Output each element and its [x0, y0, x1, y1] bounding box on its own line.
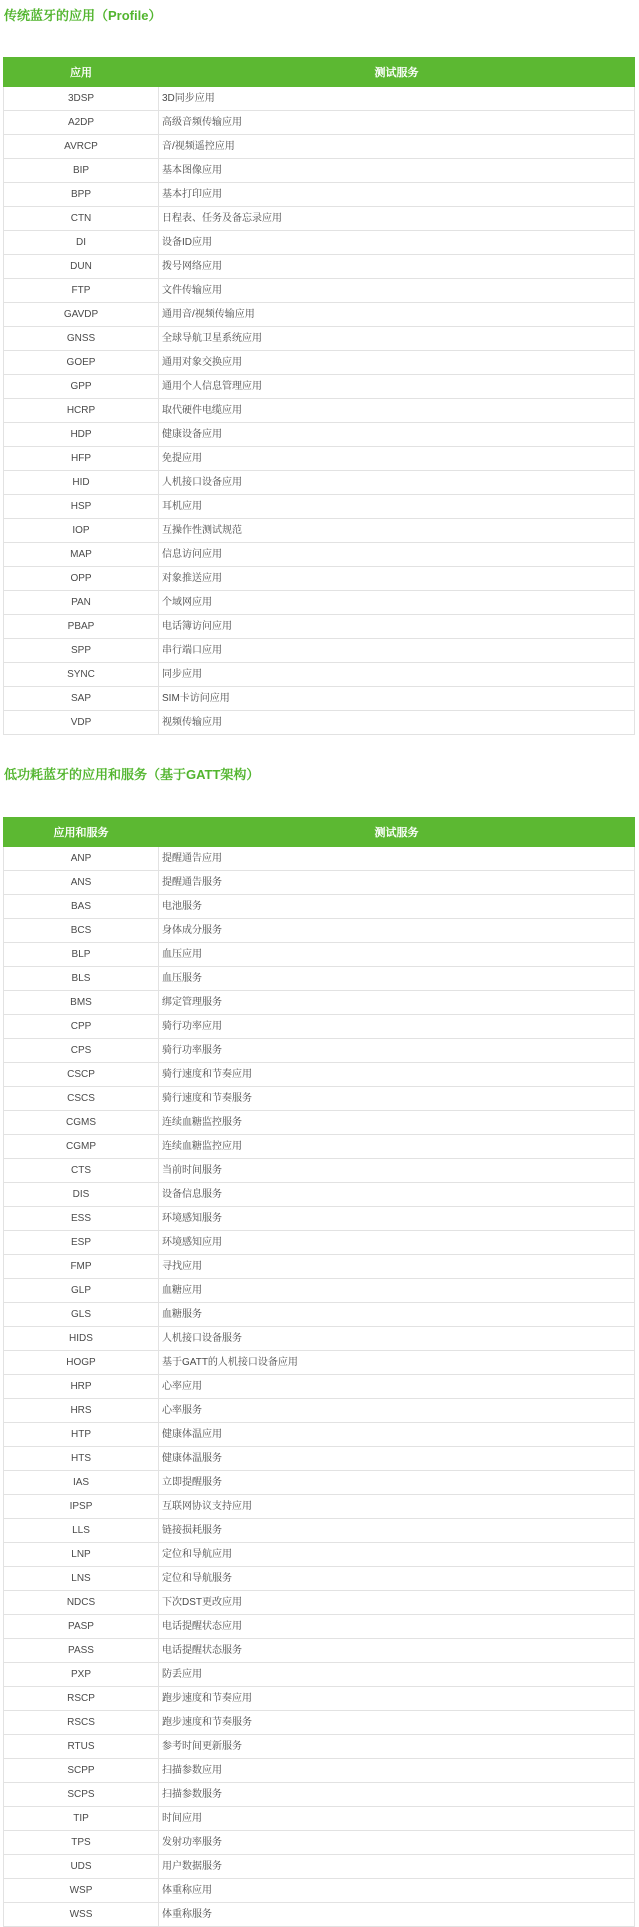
profile-description: 耳机应用: [159, 495, 635, 519]
profile-abbreviation: HCRP: [4, 399, 159, 423]
profile-description: 防丢应用: [159, 1663, 635, 1687]
profile-description: SIM卡访问应用: [159, 687, 635, 711]
profile-abbreviation: IAS: [4, 1471, 159, 1495]
profile-abbreviation: TPS: [4, 1831, 159, 1855]
profile-description: 健康设备应用: [159, 423, 635, 447]
table-row: [4, 1495, 635, 1519]
table-row: [4, 1783, 635, 1807]
profile-description: 取代硬件电缆应用: [159, 399, 635, 423]
profile-abbreviation: BIP: [4, 159, 159, 183]
table-row: [4, 1903, 635, 1927]
profile-abbreviation: GNSS: [4, 327, 159, 351]
table-row: [4, 567, 635, 591]
column-header-test-service: 测试服务: [159, 818, 635, 847]
table-row: [4, 327, 635, 351]
table-row: [4, 1015, 635, 1039]
table-row: [4, 1615, 635, 1639]
profile-description: 通用音/视频传输应用: [159, 303, 635, 327]
table-row: [4, 943, 635, 967]
profile-abbreviation: CPS: [4, 1039, 159, 1063]
profile-abbreviation: GAVDP: [4, 303, 159, 327]
profile-abbreviation: GLS: [4, 1303, 159, 1327]
profile-description: 基本图像应用: [159, 159, 635, 183]
table-row: [4, 1351, 635, 1375]
table-row: [4, 1639, 635, 1663]
profile-abbreviation: SYNC: [4, 663, 159, 687]
profile-abbreviation: SPP: [4, 639, 159, 663]
table-row: [4, 375, 635, 399]
profile-description: 设备ID应用: [159, 231, 635, 255]
profile-abbreviation: HTP: [4, 1423, 159, 1447]
table-row: [4, 1447, 635, 1471]
profile-abbreviation: A2DP: [4, 111, 159, 135]
table-row: [4, 1471, 635, 1495]
profile-description: 骑行速度和节奏应用: [159, 1063, 635, 1087]
profile-description: 用户数据服务: [159, 1855, 635, 1879]
table-row: [4, 1855, 635, 1879]
table-header-row: [4, 58, 635, 87]
table-row: [4, 1087, 635, 1111]
profile-description: 定位和导航服务: [159, 1567, 635, 1591]
profile-description: 心率服务: [159, 1399, 635, 1423]
profile-abbreviation: FMP: [4, 1255, 159, 1279]
table-row: [4, 1063, 635, 1087]
profile-abbreviation: PBAP: [4, 615, 159, 639]
profile-abbreviation: TIP: [4, 1807, 159, 1831]
profile-abbreviation: WSP: [4, 1879, 159, 1903]
profile-description: 通用个人信息管理应用: [159, 375, 635, 399]
profile-abbreviation: BAS: [4, 895, 159, 919]
profile-abbreviation: SCPP: [4, 1759, 159, 1783]
profile-description: 寻找应用: [159, 1255, 635, 1279]
profile-description: 骑行速度和节奏服务: [159, 1087, 635, 1111]
profile-abbreviation: BCS: [4, 919, 159, 943]
table-row: [4, 399, 635, 423]
profile-abbreviation: DUN: [4, 255, 159, 279]
profile-description: 扫描参数应用: [159, 1759, 635, 1783]
profile-abbreviation: GLP: [4, 1279, 159, 1303]
classic-bluetooth-section-title: 传统蓝牙的应用（Profile）: [4, 8, 162, 23]
table-row: [4, 967, 635, 991]
profile-abbreviation: DIS: [4, 1183, 159, 1207]
table-row: [4, 1399, 635, 1423]
profile-description: 互操作性测试规范: [159, 519, 635, 543]
profile-description: 链接损耗服务: [159, 1519, 635, 1543]
profile-description: 通用对象交换应用: [159, 351, 635, 375]
profile-abbreviation: LNS: [4, 1567, 159, 1591]
profile-abbreviation: NDCS: [4, 1591, 159, 1615]
profile-abbreviation: HDP: [4, 423, 159, 447]
profile-description: 信息访问应用: [159, 543, 635, 567]
profile-description: 跑步速度和节奏应用: [159, 1687, 635, 1711]
profile-description: 骑行功率服务: [159, 1039, 635, 1063]
profile-description: 同步应用: [159, 663, 635, 687]
profile-abbreviation: IPSP: [4, 1495, 159, 1519]
table-row: [4, 159, 635, 183]
table-row: [4, 1255, 635, 1279]
profile-abbreviation: CTN: [4, 207, 159, 231]
profile-abbreviation: PASS: [4, 1639, 159, 1663]
table-row: [4, 543, 635, 567]
table-row: [4, 1759, 635, 1783]
profile-description: 体重称应用: [159, 1879, 635, 1903]
profile-abbreviation: HFP: [4, 447, 159, 471]
profile-abbreviation: ANP: [4, 847, 159, 871]
table-row: [4, 1807, 635, 1831]
column-header-test-service: 测试服务: [159, 58, 635, 87]
table-row: [4, 1543, 635, 1567]
table-row: [4, 711, 635, 735]
profile-description: 设备信息服务: [159, 1183, 635, 1207]
table-row: [4, 687, 635, 711]
profile-abbreviation: IOP: [4, 519, 159, 543]
profile-abbreviation: CGMP: [4, 1135, 159, 1159]
table-row: [4, 1567, 635, 1591]
column-header-application: 应用: [4, 58, 159, 87]
ble-services-table-body: [4, 847, 635, 1927]
profile-description: 文件传输应用: [159, 279, 635, 303]
profile-description: 提醒通告应用: [159, 847, 635, 871]
profile-abbreviation: OPP: [4, 567, 159, 591]
profile-description: 串行端口应用: [159, 639, 635, 663]
table-row: [4, 1159, 635, 1183]
table-row: [4, 447, 635, 471]
profile-abbreviation: 3DSP: [4, 87, 159, 111]
profile-description: 个域网应用: [159, 591, 635, 615]
table-row: [4, 279, 635, 303]
profile-description: 血糖应用: [159, 1279, 635, 1303]
profile-abbreviation: SAP: [4, 687, 159, 711]
profile-abbreviation: RSCS: [4, 1711, 159, 1735]
profile-description: 连续血糖监控应用: [159, 1135, 635, 1159]
profile-description: 血糖服务: [159, 1303, 635, 1327]
classic-profile-table-body: [4, 87, 635, 735]
classic-profile-table: [3, 57, 635, 735]
table-row: [4, 351, 635, 375]
table-row: [4, 1375, 635, 1399]
profile-description: 健康体温应用: [159, 1423, 635, 1447]
table-row: [4, 303, 635, 327]
table-row: [4, 919, 635, 943]
table-row: [4, 615, 635, 639]
table-row: [4, 1591, 635, 1615]
profile-description: 发射功率服务: [159, 1831, 635, 1855]
profile-description: 高级音频传输应用: [159, 111, 635, 135]
table-row: [4, 663, 635, 687]
profile-description: 参考时间更新服务: [159, 1735, 635, 1759]
profile-description: 体重称服务: [159, 1903, 635, 1927]
profile-abbreviation: PAN: [4, 591, 159, 615]
profile-abbreviation: HRP: [4, 1375, 159, 1399]
profile-description: 拨号网络应用: [159, 255, 635, 279]
profile-description: 3D同步应用: [159, 87, 635, 111]
profile-description: 心率应用: [159, 1375, 635, 1399]
profile-abbreviation: HOGP: [4, 1351, 159, 1375]
table-row: [4, 639, 635, 663]
profile-description: 环境感知应用: [159, 1231, 635, 1255]
profile-abbreviation: ANS: [4, 871, 159, 895]
profile-abbreviation: BMS: [4, 991, 159, 1015]
profile-abbreviation: RSCP: [4, 1687, 159, 1711]
profile-abbreviation: CGMS: [4, 1111, 159, 1135]
profile-description: 免提应用: [159, 447, 635, 471]
profile-description: 扫描参数服务: [159, 1783, 635, 1807]
profile-abbreviation: MAP: [4, 543, 159, 567]
table-row: [4, 519, 635, 543]
profile-abbreviation: FTP: [4, 279, 159, 303]
profile-abbreviation: HRS: [4, 1399, 159, 1423]
profile-description: 时间应用: [159, 1807, 635, 1831]
table-row: [4, 135, 635, 159]
profile-abbreviation: GOEP: [4, 351, 159, 375]
profile-abbreviation: PXP: [4, 1663, 159, 1687]
table-row: [4, 1687, 635, 1711]
profile-abbreviation: RTUS: [4, 1735, 159, 1759]
table-row: [4, 423, 635, 447]
table-row: [4, 991, 635, 1015]
profile-abbreviation: ESP: [4, 1231, 159, 1255]
profile-description: 当前时间服务: [159, 1159, 635, 1183]
table-row: [4, 87, 635, 111]
profile-abbreviation: WSS: [4, 1903, 159, 1927]
profile-description: 人机接口设备服务: [159, 1327, 635, 1351]
table-row: [4, 847, 635, 871]
profile-description: 血压应用: [159, 943, 635, 967]
table-row: [4, 871, 635, 895]
profile-description: 绑定管理服务: [159, 991, 635, 1015]
table-row: [4, 1735, 635, 1759]
profile-description: 血压服务: [159, 967, 635, 991]
profile-description: 人机接口设备应用: [159, 471, 635, 495]
profile-description: 基本打印应用: [159, 183, 635, 207]
table-row: [4, 1423, 635, 1447]
table-row: [4, 1711, 635, 1735]
profile-abbreviation: BLP: [4, 943, 159, 967]
profile-abbreviation: CSCS: [4, 1087, 159, 1111]
table-row: [4, 1039, 635, 1063]
table-row: [4, 895, 635, 919]
profile-description: 全球导航卫星系统应用: [159, 327, 635, 351]
profile-abbreviation: CTS: [4, 1159, 159, 1183]
profile-description: 互联网协议支持应用: [159, 1495, 635, 1519]
profile-abbreviation: HID: [4, 471, 159, 495]
table-row: [4, 471, 635, 495]
profile-description: 电池服务: [159, 895, 635, 919]
profile-description: 定位和导航应用: [159, 1543, 635, 1567]
profile-abbreviation: ESS: [4, 1207, 159, 1231]
table-row: [4, 1183, 635, 1207]
profile-description: 电话簿访问应用: [159, 615, 635, 639]
table-row: [4, 591, 635, 615]
profile-abbreviation: CSCP: [4, 1063, 159, 1087]
table-row: [4, 231, 635, 255]
profile-abbreviation: UDS: [4, 1855, 159, 1879]
table-row: [4, 1879, 635, 1903]
profile-description: 身体成分服务: [159, 919, 635, 943]
profile-description: 电话提醒状态服务: [159, 1639, 635, 1663]
table-row: [4, 1327, 635, 1351]
profile-abbreviation: HSP: [4, 495, 159, 519]
profile-description: 视频传输应用: [159, 711, 635, 735]
profile-abbreviation: AVRCP: [4, 135, 159, 159]
profile-abbreviation: CPP: [4, 1015, 159, 1039]
table-row: [4, 1135, 635, 1159]
profile-abbreviation: BPP: [4, 183, 159, 207]
table-row: [4, 1831, 635, 1855]
ble-services-table: [3, 817, 635, 1927]
profile-description: 健康体温服务: [159, 1447, 635, 1471]
table-row: [4, 1663, 635, 1687]
profile-abbreviation: DI: [4, 231, 159, 255]
profile-description: 日程表、任务及备忘录应用: [159, 207, 635, 231]
profile-abbreviation: HIDS: [4, 1327, 159, 1351]
table-row: [4, 1207, 635, 1231]
profile-abbreviation: GPP: [4, 375, 159, 399]
profile-abbreviation: LLS: [4, 1519, 159, 1543]
column-header-application-and-service: 应用和服务: [4, 818, 159, 847]
table-row: [4, 1231, 635, 1255]
profile-description: 立即提醒服务: [159, 1471, 635, 1495]
profile-description: 骑行功率应用: [159, 1015, 635, 1039]
profile-abbreviation: PASP: [4, 1615, 159, 1639]
profile-description: 连续血糖监控服务: [159, 1111, 635, 1135]
profile-description: 电话提醒状态应用: [159, 1615, 635, 1639]
profile-description: 对象推送应用: [159, 567, 635, 591]
table-row: [4, 1303, 635, 1327]
table-header-row: [4, 818, 635, 847]
table-row: [4, 1519, 635, 1543]
table-row: [4, 1111, 635, 1135]
profile-abbreviation: SCPS: [4, 1783, 159, 1807]
profile-description: 基于GATT的人机接口设备应用: [159, 1351, 635, 1375]
profile-description: 跑步速度和节奏服务: [159, 1711, 635, 1735]
table-row: [4, 207, 635, 231]
profile-abbreviation: BLS: [4, 967, 159, 991]
table-row: [4, 495, 635, 519]
ble-section-title: 低功耗蓝牙的应用和服务（基于GATT架构）: [4, 767, 260, 782]
table-row: [4, 111, 635, 135]
profile-description: 提醒通告服务: [159, 871, 635, 895]
profile-abbreviation: VDP: [4, 711, 159, 735]
table-row: [4, 183, 635, 207]
profile-description: 下次DST更改应用: [159, 1591, 635, 1615]
table-row: [4, 1279, 635, 1303]
profile-description: 音/视频遥控应用: [159, 135, 635, 159]
table-row: [4, 255, 635, 279]
profile-abbreviation: HTS: [4, 1447, 159, 1471]
profile-abbreviation: LNP: [4, 1543, 159, 1567]
profile-description: 环境感知服务: [159, 1207, 635, 1231]
